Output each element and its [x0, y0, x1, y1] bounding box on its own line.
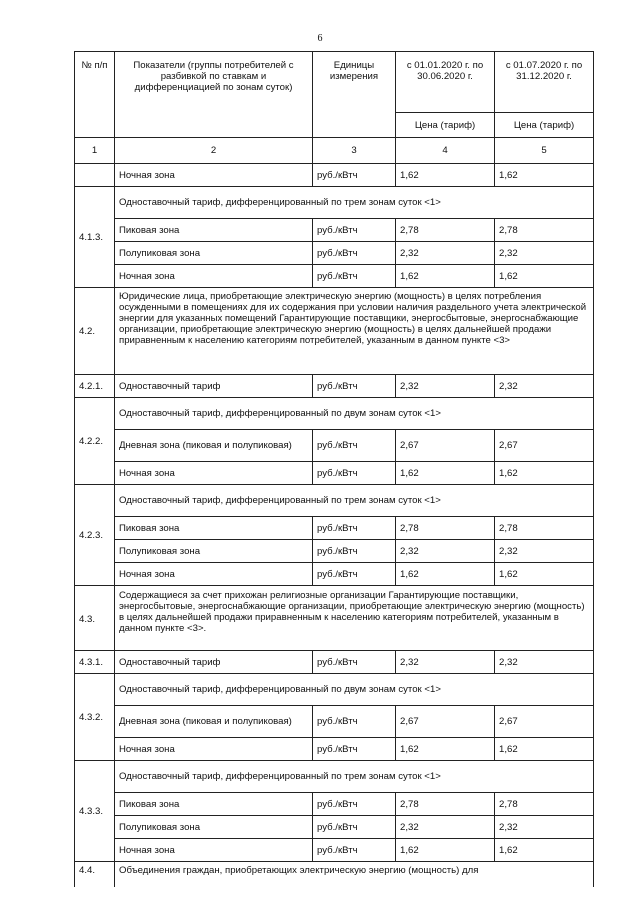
- row-section-title: Одноставочный тариф, дифференцированный по двум зонам суток <1>: [115, 674, 594, 706]
- row-unit: руб./кВтч: [313, 164, 396, 187]
- row-name: Полупиковая зона: [115, 540, 313, 563]
- row-value-1: 2,32: [396, 816, 495, 839]
- row-unit: руб./кВтч: [313, 375, 396, 398]
- row-unit: руб./кВтч: [313, 706, 396, 738]
- table-row: [75, 761, 594, 793]
- row-num: 4.2.2.: [75, 398, 115, 485]
- row-value-1: 1,62: [396, 839, 495, 862]
- row-value-1: 2,67: [396, 706, 495, 738]
- index-cell: 4: [396, 138, 495, 164]
- index-cell: 2: [115, 138, 313, 164]
- row-name: Ночная зона: [115, 164, 313, 187]
- row-value-2: 1,62: [495, 265, 594, 288]
- row-unit: руб./кВтч: [313, 540, 396, 563]
- header-num: № п/п: [75, 52, 115, 138]
- row-num: [75, 164, 115, 187]
- row-value-2: 1,62: [495, 462, 594, 485]
- header-indicator: Показатели (группы потребителей с разбивкой по ставкам и дифференциацией по зонам суток): [115, 52, 313, 138]
- row-unit: руб./кВтч: [313, 816, 396, 839]
- table-row: [75, 219, 594, 242]
- page-number: 6: [317, 33, 323, 44]
- table-row: [75, 288, 594, 375]
- row-section-text: Юридические лица, приобретающие электрическую энергию (мощность) в целях потребления осужденными в помещениях для их содержания при условии наличия раздельного учета электрической энергии для указанных помещений Гарантирующие поставщики, энергосбытовые, энергоснабжающие организации, приобретающие электрическую энергию (мощность) в целях дальнейшей продажи приравненным к населению категориям потребителей, указанным в данном пункте <3>: [115, 288, 594, 375]
- row-name: Дневная зона (пиковая и полупиковая): [115, 706, 313, 738]
- table-row: [75, 540, 594, 563]
- row-unit: руб./кВтч: [313, 738, 396, 761]
- row-section-text: Содержащиеся за счет прихожан религиозные организации Гарантирующие поставщики, энергосбытовые, энергоснабжающие организации, приобретающие электрическую энергию (мощность) в целях дальнейшей продажи приравненным к населению категориям потребителей, указанным в данном пункте <3>.: [115, 586, 594, 651]
- row-value-2: 2,32: [495, 651, 594, 674]
- table-row: [75, 674, 594, 706]
- row-unit: руб./кВтч: [313, 242, 396, 265]
- row-name: Ночная зона: [115, 839, 313, 862]
- row-unit: руб./кВтч: [313, 517, 396, 540]
- row-section-title: Одноставочный тариф, дифференцированный по трем зонам суток <1>: [115, 485, 594, 517]
- row-value-2: 2,78: [495, 793, 594, 816]
- row-unit: руб./кВтч: [313, 462, 396, 485]
- table-row: [75, 485, 594, 517]
- row-name: Ночная зона: [115, 563, 313, 586]
- row-value-1: 2,32: [396, 375, 495, 398]
- row-num: 4.3.: [75, 586, 115, 651]
- row-value-2: 2,32: [495, 242, 594, 265]
- row-section-text: Объединения граждан, приобретающих электрическую энергию (мощность) для: [115, 862, 594, 888]
- row-unit: руб./кВтч: [313, 219, 396, 242]
- row-num: 4.4.: [75, 862, 115, 888]
- row-unit: руб./кВтч: [313, 265, 396, 288]
- row-num: 4.2.3.: [75, 485, 115, 586]
- row-value-1: 1,62: [396, 462, 495, 485]
- row-value-1: 2,67: [396, 430, 495, 462]
- row-value-1: 2,78: [396, 517, 495, 540]
- table-row: [75, 430, 594, 462]
- table-row: [75, 187, 594, 219]
- row-name: Ночная зона: [115, 738, 313, 761]
- tariff-table: [74, 51, 594, 887]
- header-price-1: Цена (тариф): [396, 113, 495, 138]
- row-value-2: 1,62: [495, 563, 594, 586]
- row-num: 4.2.1.: [75, 375, 115, 398]
- table-row: [75, 164, 594, 187]
- row-num: 4.3.3.: [75, 761, 115, 862]
- row-section-title: Одноставочный тариф, дифференцированный по трем зонам суток <1>: [115, 187, 594, 219]
- row-value-1: 2,32: [396, 651, 495, 674]
- row-unit: руб./кВтч: [313, 430, 396, 462]
- row-value-1: 2,78: [396, 793, 495, 816]
- header-period-2: с 01.07.2020 г. по 31.12.2020 г.: [495, 52, 594, 113]
- row-value-2: 2,67: [495, 430, 594, 462]
- row-value-2: 2,78: [495, 517, 594, 540]
- table-row: [75, 793, 594, 816]
- row-name: Одноставочный тариф: [115, 375, 313, 398]
- index-row: [75, 138, 594, 164]
- header-row: [75, 52, 594, 113]
- row-value-1: 1,62: [396, 265, 495, 288]
- row-unit: руб./кВтч: [313, 839, 396, 862]
- row-value-1: 2,32: [396, 242, 495, 265]
- row-name: Ночная зона: [115, 265, 313, 288]
- row-name: Пиковая зона: [115, 793, 313, 816]
- header-period-1: с 01.01.2020 г. по 30.06.2020 г.: [396, 52, 495, 113]
- row-name: Одноставочный тариф: [115, 651, 313, 674]
- row-num: 4.2.: [75, 288, 115, 375]
- row-num: 4.1.3.: [75, 187, 115, 288]
- row-value-1: 2,78: [396, 219, 495, 242]
- row-value-1: 1,62: [396, 738, 495, 761]
- row-unit: руб./кВтч: [313, 651, 396, 674]
- row-num: 4.3.1.: [75, 651, 115, 674]
- table-row: [75, 375, 594, 398]
- row-name: Ночная зона: [115, 462, 313, 485]
- row-value-1: 2,32: [396, 540, 495, 563]
- table-row: [75, 563, 594, 586]
- row-value-1: 1,62: [396, 164, 495, 187]
- row-section-title: Одноставочный тариф, дифференцированный по трем зонам суток <1>: [115, 761, 594, 793]
- table-row: [75, 242, 594, 265]
- row-value-2: 2,78: [495, 219, 594, 242]
- row-unit: руб./кВтч: [313, 793, 396, 816]
- index-cell: 1: [75, 138, 115, 164]
- header-unit: Единицы измерения: [313, 52, 396, 138]
- table-row: [75, 462, 594, 485]
- table-row: [75, 738, 594, 761]
- row-name: Дневная зона (пиковая и полупиковая): [115, 430, 313, 462]
- row-value-2: 2,32: [495, 540, 594, 563]
- row-unit: руб./кВтч: [313, 563, 396, 586]
- table-row: [75, 862, 594, 888]
- table-row: [75, 265, 594, 288]
- header-price-2: Цена (тариф): [495, 113, 594, 138]
- row-value-2: 2,67: [495, 706, 594, 738]
- index-cell: 3: [313, 138, 396, 164]
- table-row: [75, 586, 594, 651]
- row-name: Пиковая зона: [115, 219, 313, 242]
- row-name: Полупиковая зона: [115, 242, 313, 265]
- table-row: [75, 398, 594, 430]
- row-value-2: 1,62: [495, 164, 594, 187]
- row-value-1: 1,62: [396, 563, 495, 586]
- table-row: [75, 706, 594, 738]
- row-value-2: 1,62: [495, 839, 594, 862]
- table-row: [75, 651, 594, 674]
- row-value-2: 1,62: [495, 738, 594, 761]
- table-row: [75, 839, 594, 862]
- index-cell: 5: [495, 138, 594, 164]
- row-name: Полупиковая зона: [115, 816, 313, 839]
- table-row: [75, 816, 594, 839]
- row-section-title: Одноставочный тариф, дифференцированный по двум зонам суток <1>: [115, 398, 594, 430]
- table-row: [75, 517, 594, 540]
- row-value-2: 2,32: [495, 375, 594, 398]
- row-num: 4.3.2.: [75, 674, 115, 761]
- row-value-2: 2,32: [495, 816, 594, 839]
- row-name: Пиковая зона: [115, 517, 313, 540]
